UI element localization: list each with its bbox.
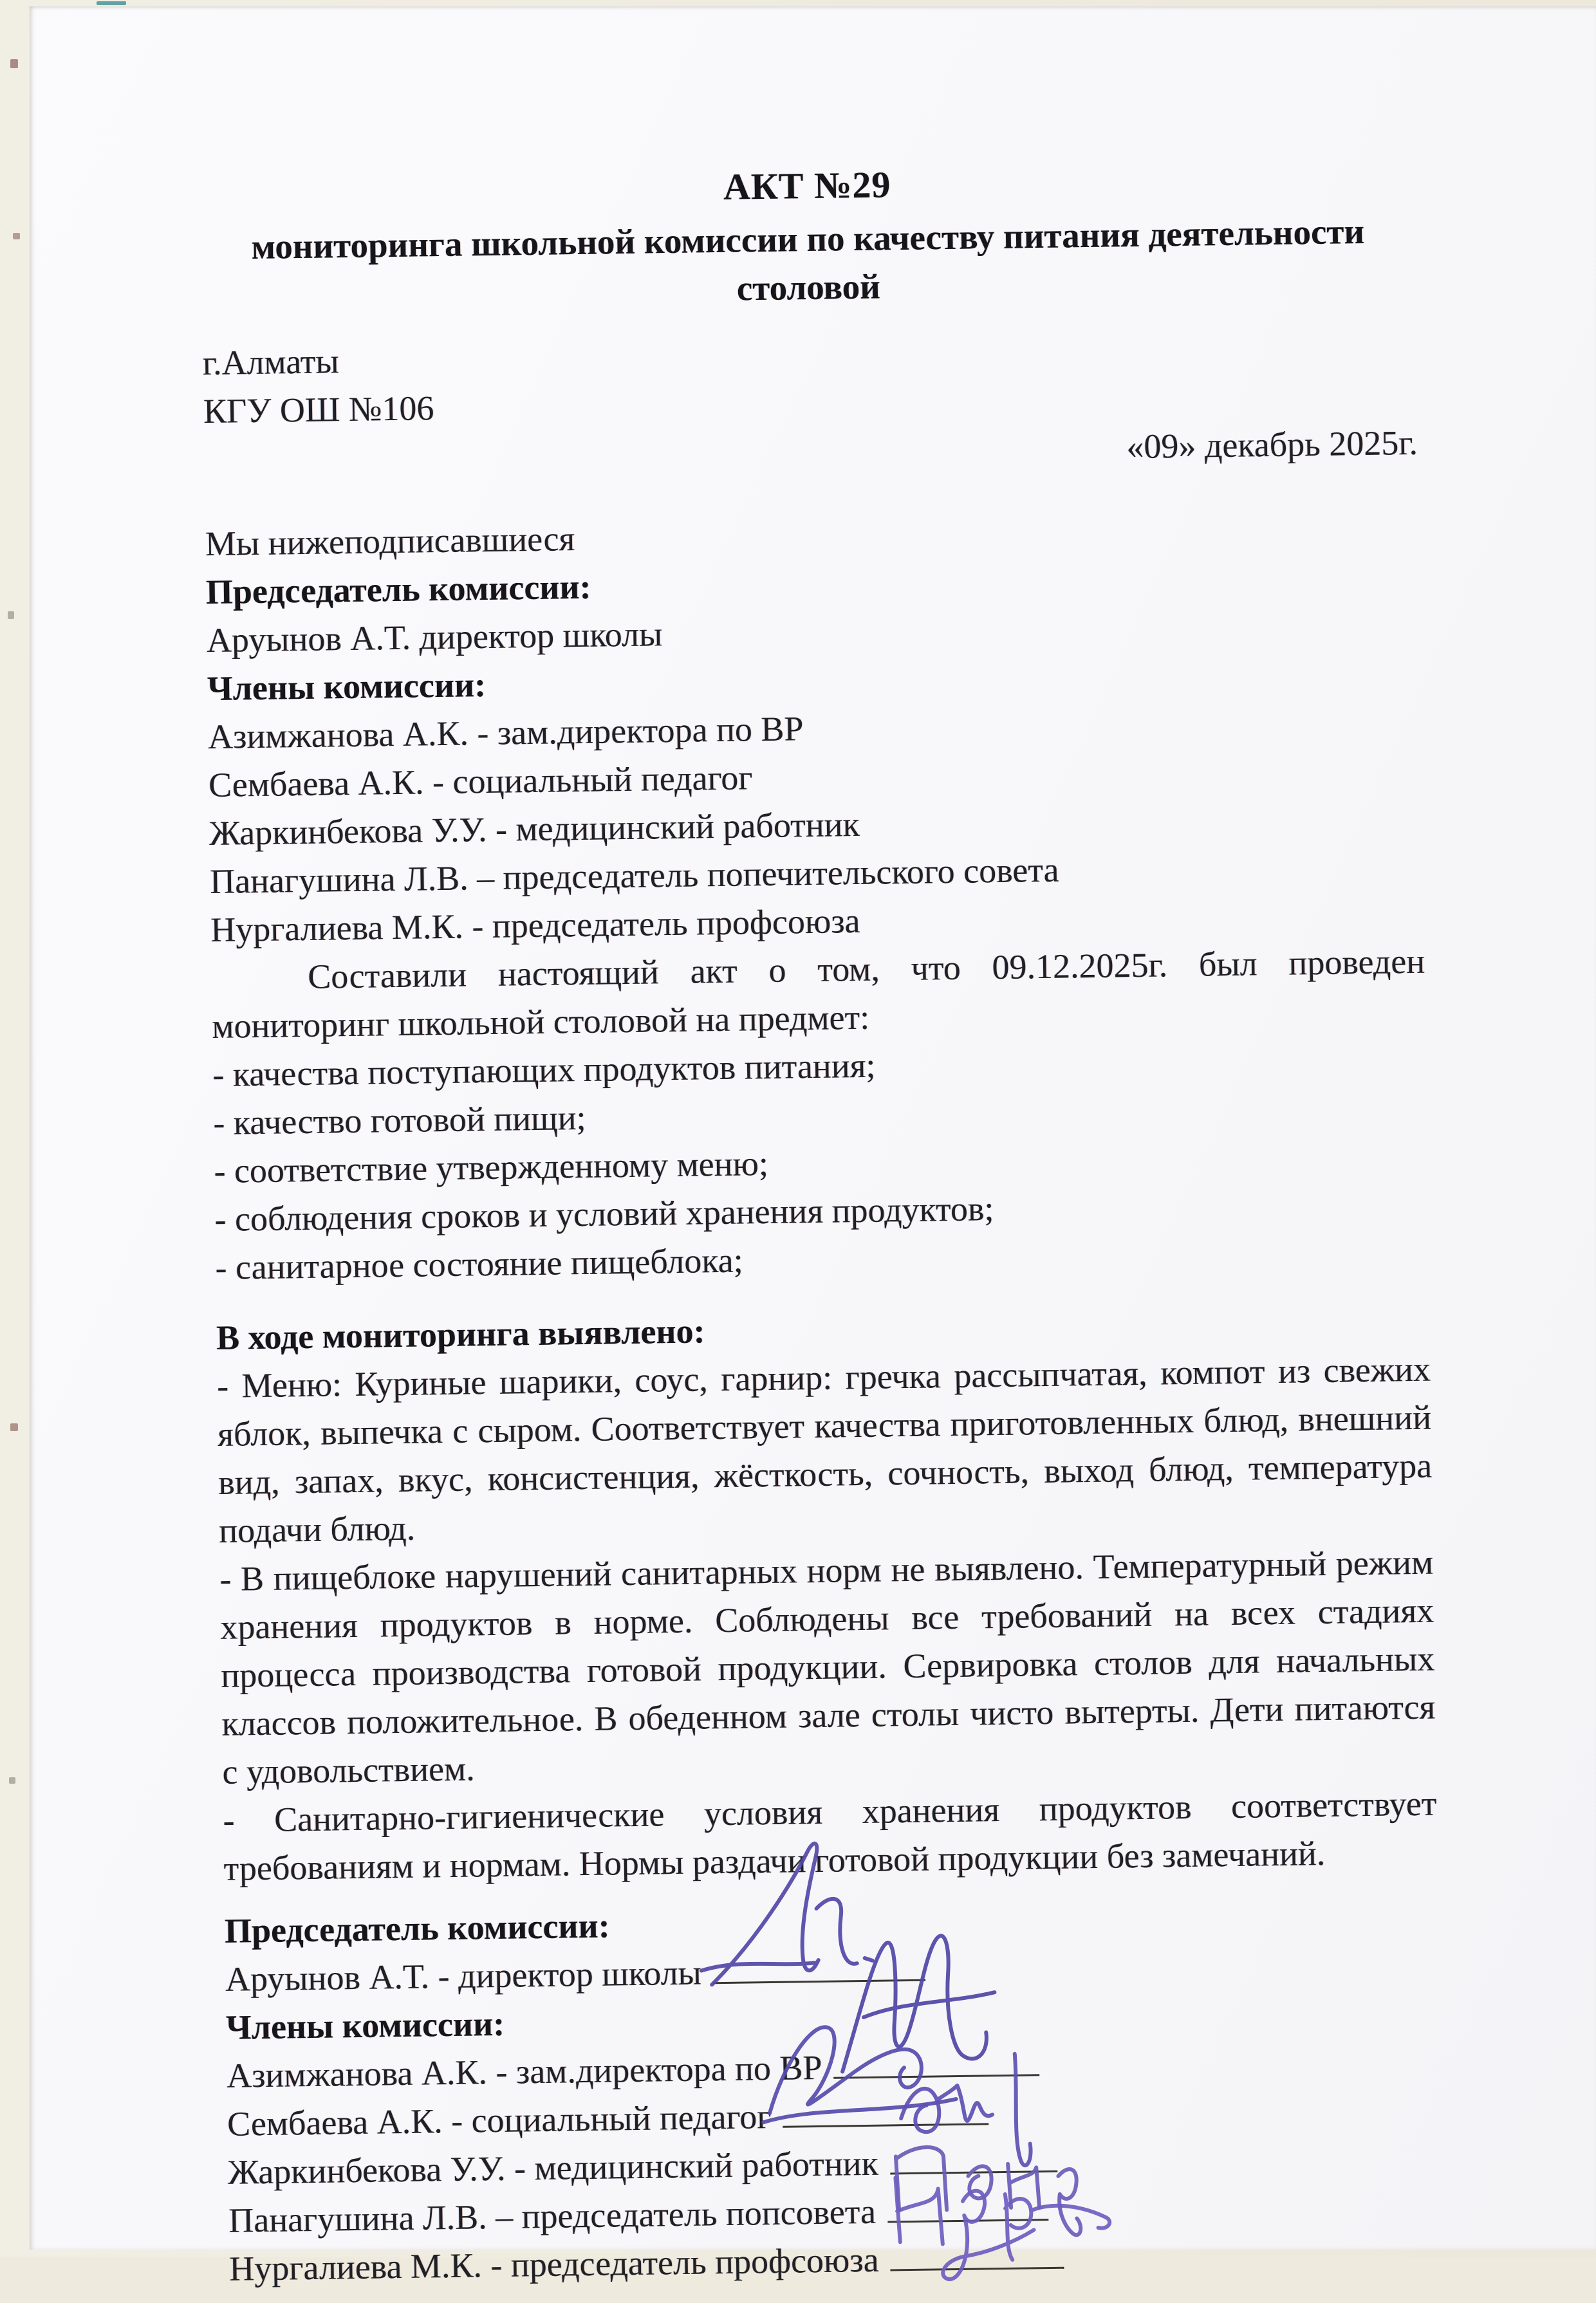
signature-underline [833, 2065, 1039, 2078]
scan-artifact [9, 1777, 15, 1784]
document-content [14, 0, 1596, 2296]
document-title: АКТ №29 [723, 163, 891, 208]
document-page [30, 6, 1596, 2288]
signature-underline [713, 1970, 925, 1984]
signature-underline [891, 2258, 1064, 2271]
report-paragraph: Составили настоящий акт о том, что 09.12.2025г. был проведен мониторинг школьной столовой на предмет: [211, 941, 1425, 1046]
school-line: КГУ ОШ №106 [203, 389, 434, 431]
findings-paragraph: - В пищеблоке нарушений санитарных норм не выявлено. Температурный режим хранения продуктов в норме. Соблюдены все требований на всех стадиях процесса производства готовой продукции. Сервировка столов для начальных классов положительное. В обеденном зале столы чисто вытерты. Дети питаются с удовольствием. [219, 1542, 1436, 1791]
signature-label: Аруынов А.Т. - директор школы [225, 1953, 702, 1999]
intro-line: Мы нижеподписавшиеся [205, 519, 575, 564]
signature-members-heading: Члены комиссии: [225, 2004, 505, 2047]
member-line: Сембаева А.К. - социальный педагог [208, 758, 753, 805]
scan-artifact [8, 611, 14, 619]
members-heading: Члены комиссии: [207, 665, 487, 708]
subject-item: - качество готовой пищи; [212, 1098, 586, 1143]
signature-underline [783, 2114, 988, 2127]
findings-heading: В ходе мониторинга выявлено: [216, 1311, 705, 1357]
signature-chairman-heading: Председатель комиссии: [224, 1906, 610, 1950]
signature-label: Нургалиева М.К. - председатель профсоюза [228, 2240, 879, 2288]
subject-item: - качества поступающих продуктов питания; [212, 1046, 876, 1095]
subject-item: - соблюдения сроков и условий хранения продуктов; [214, 1189, 994, 1239]
city-line: г.Алматы [202, 342, 340, 383]
signature-label: Жаркинбекова У.У. - медицинский работник [227, 2143, 879, 2192]
member-line: Нургалиева М.К. - председатель профсоюза [210, 901, 860, 950]
header-block [202, 322, 1418, 484]
signature-underline [890, 2161, 1057, 2175]
signature-label: Азимжанова А.К. - зам.директора по ВР [226, 2048, 822, 2095]
signature-label: Сембаева А.К. - социальный педагог [227, 2097, 772, 2143]
signature-label: Панагушина Л.В. – председатель попсовета [228, 2192, 877, 2240]
subject-item: - санитарное состояние пищеблока; [215, 1241, 744, 1287]
chairman-line: Аруынов А.Т. директор школы [206, 615, 663, 660]
subject-item: - соответствие утвержденному меню; [214, 1143, 769, 1191]
member-line: Азимжанова А.К. - зам.директора по ВР [207, 709, 804, 757]
date-line: «09» декабрь 2025г. [1126, 423, 1418, 467]
document-subtitle: мониторинга школьной комиссии по качеству питания деятельности столовой [251, 211, 1365, 308]
findings-paragraph: - Меню: Куриные шарики, соус, гарнир: гречка рассыпчатая, компот из свежих яблок, выпечка с сыром. Соответствует качества приготовленных блюд, внешний вид, запах, вкус, консистенция, жёсткость, сочность, выход блюд, температура подачи блюд. [216, 1349, 1433, 1550]
member-line: Панагушина Л.В. – председатель попечительского совета [209, 850, 1059, 902]
scan-artifact [10, 1423, 18, 1431]
chairman-heading: Председатель комиссии: [205, 567, 591, 612]
signatures-block [224, 1891, 1443, 2293]
findings-paragraph: - Санитарно-гигиенические условия хранения продуктов соответствует требованиям и нормам. Нормы раздачи готовой продукции без замечаний. [223, 1784, 1437, 1888]
findings-block [216, 1297, 1438, 1893]
member-line: Жаркинбекова У.У. - медицинский работник [209, 804, 860, 853]
signature-underline [887, 2210, 1048, 2223]
commission-block [205, 503, 1429, 1292]
